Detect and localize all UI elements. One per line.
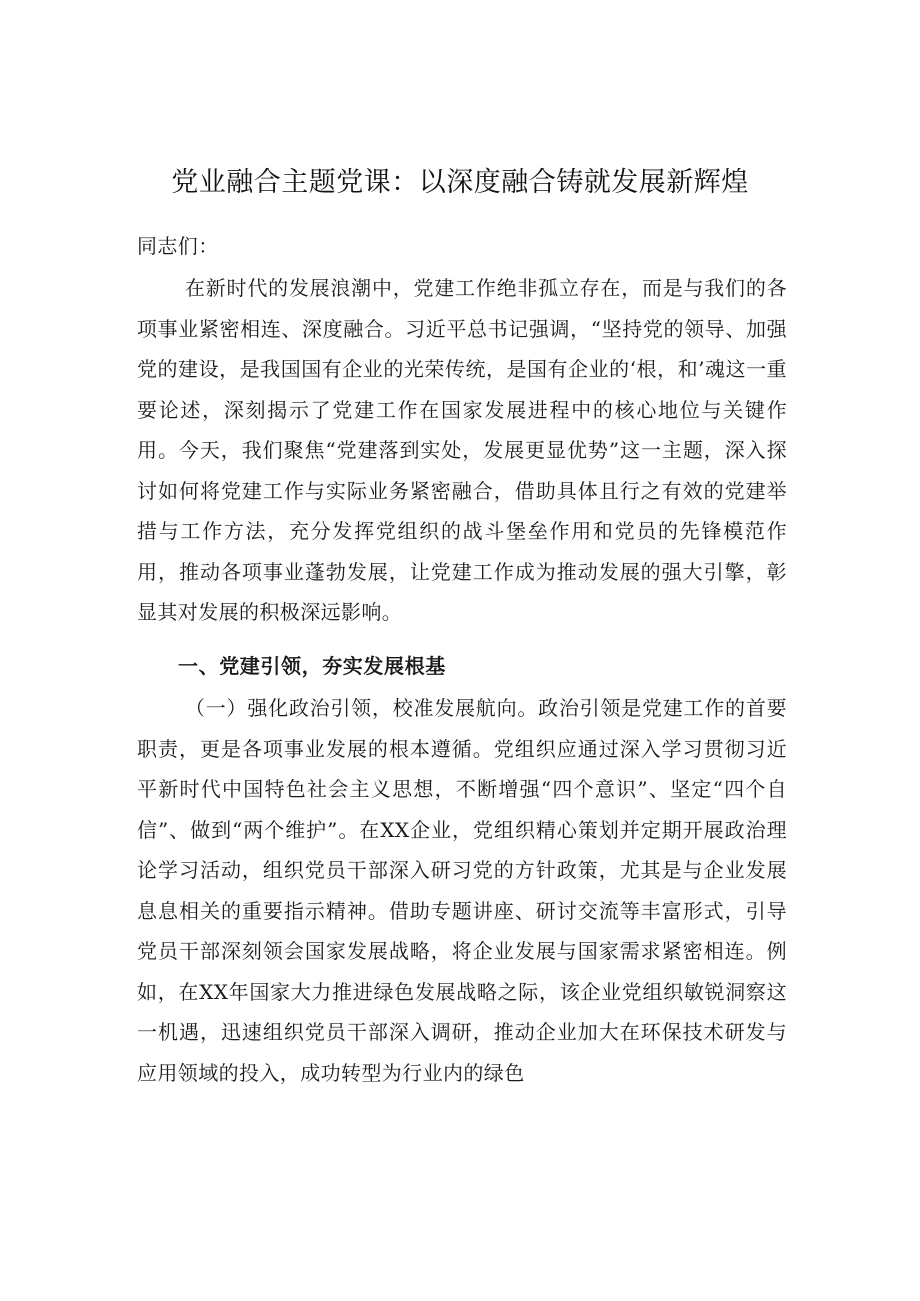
paragraph-subsection-one: （一）强化政治引领，校准发展航向。政治引领是党建工作的首要职责，更是各项事业发展的根本遵循。党组织应通过深入学习贯彻习近平新时代中国特色社会主义思想，不断增强“四个意识”、坚定“四个自信”、做到“两个维护”。在XX企业，党组织精心策划并定期开展政治理论学习活动，组织党员干部深入研习党的方针政策，尤其是与企业发展息息相关的重要指示精神。借助专题讲座、研讨交流等丰富形式，引导党员干部深刻领会国家发展战略，将企业发展与国家需求紧密相连。例如，在XX年国家大力推进绿色发展战略之际，该企业党组织敏锐洞察这一机遇，迅速组织党员干部深入调研，推动企业加大在环保技术研发与应用领域的投入，成功转型为行业内的绿色: [137, 696, 787, 1085]
paragraph-intro: 在新时代的发展浪潮中，党建工作绝非孤立存在，而是与我们的各项事业紧密相连、深度融合。习近平总书记强调，“坚持党的领导、加强党的建设，是我国国有企业的光荣传统，是国有企业的‘根，和’魂这一重要论述，深刻揭示了党建工作在国家发展进程中的核心地位与关键作用。今天，我们聚焦“党建落到实处，发展更显优势”这一主题，深入探讨如何将党建工作与实际业务紧密融合，借助具体且行之有效的党建举措与工作方法，充分发挥党组织的战斗堡垒作用和党员的先锋模范作用，推动各项事业蓬勃发展，让党建工作成为推动发展的强大引擎，彰显其对发展的积极深远影响。: [137, 276, 787, 624]
section-heading-one: 一、党建引领，夯实发展根基: [178, 654, 446, 678]
salutation: 同志们：: [137, 234, 219, 258]
document-title: 党业融合主题党课：以深度融合铸就发展新辉煌: [171, 167, 749, 198]
